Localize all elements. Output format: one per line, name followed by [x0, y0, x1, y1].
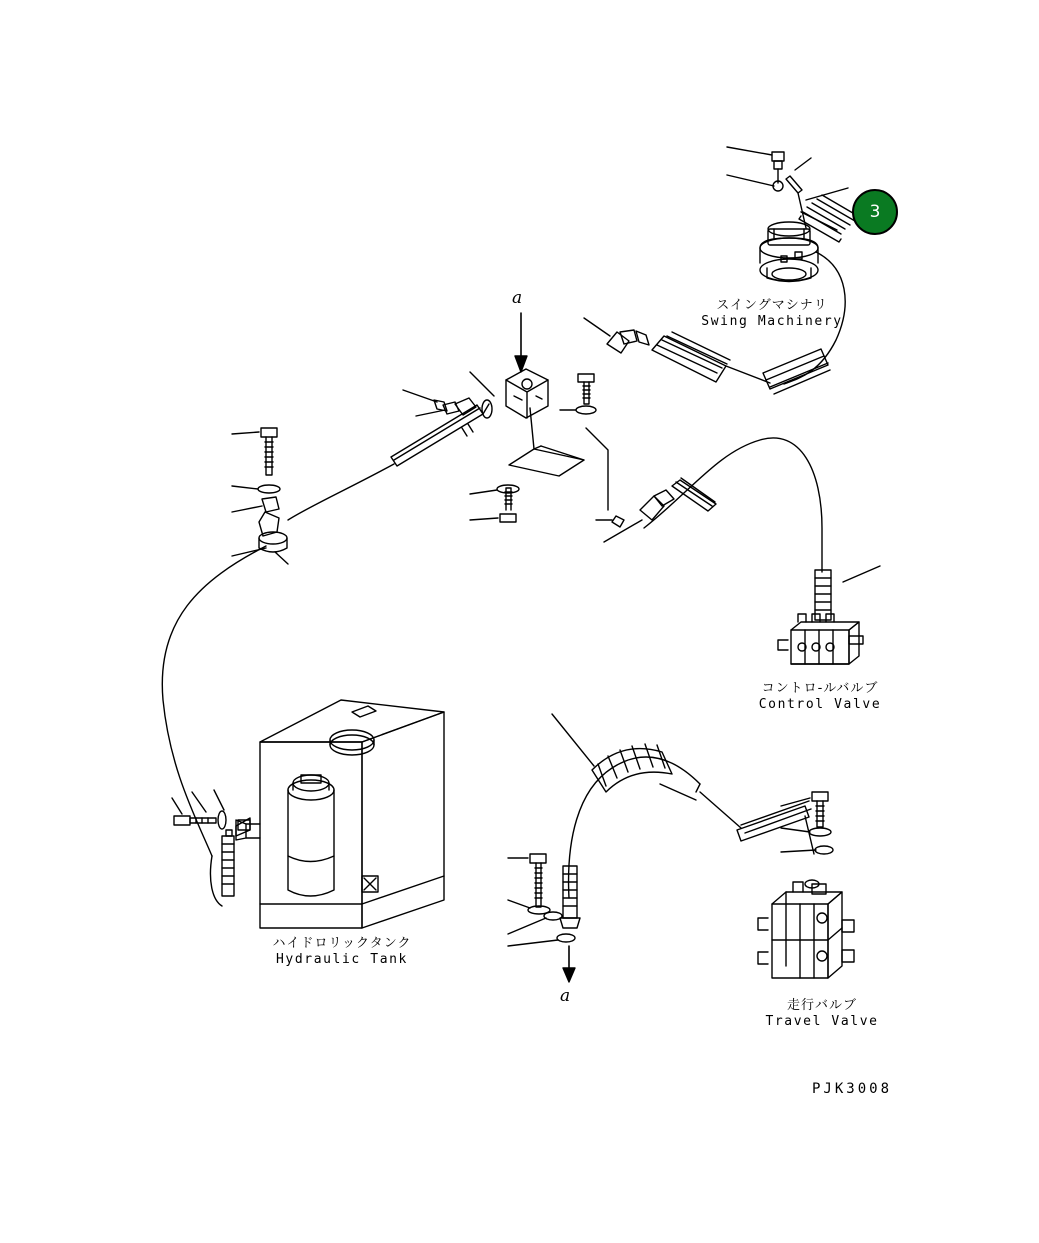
- callout-letter-a-top: [512, 288, 522, 308]
- callout-a-bottom-text: a: [560, 986, 571, 1006]
- label-swing-machinery-jp: スイングマシナリ: [716, 298, 828, 313]
- label-control-valve-en: Control Valve: [758, 697, 882, 713]
- hose-to-control-valve: [586, 428, 822, 572]
- label-hydraulic-tank: [262, 936, 422, 969]
- label-swing-machinery: [692, 298, 852, 331]
- left-elbow-assembly: [162, 428, 288, 856]
- label-control-valve: [740, 681, 900, 714]
- badge-number: 3: [869, 202, 881, 222]
- label-travel-valve-jp: 走行バルブ: [786, 998, 857, 1013]
- label-travel-valve-en: Travel Valve: [765, 1014, 879, 1030]
- control-valve-hose-end: [815, 566, 880, 620]
- swing-machinery-assembly: [727, 147, 858, 384]
- label-hydraulic-tank-jp: ハイドロリックタンク: [272, 936, 412, 951]
- travel-valve-hose: [508, 714, 814, 982]
- callout-a-top-text: a: [512, 288, 523, 308]
- label-swing-machinery-en: Swing Machinery: [701, 314, 843, 330]
- travel-valve-body: [758, 880, 854, 978]
- hose-swing-to-block: [652, 332, 830, 394]
- drawing-code: PJK3008: [812, 1081, 893, 1097]
- label-hydraulic-tank-en: Hydraulic Tank: [276, 952, 408, 968]
- control-valve-body: [778, 614, 863, 664]
- hydraulic-tank-body: [172, 700, 444, 928]
- center-block-assembly: [288, 313, 596, 522]
- callout-letter-a-bottom: [560, 986, 570, 1006]
- badge-3[interactable]: [852, 189, 898, 235]
- label-travel-valve: [742, 998, 902, 1031]
- elbow-fitting-upper: [584, 318, 649, 353]
- label-control-valve-jp: コントロ-ルバルブ: [761, 681, 879, 696]
